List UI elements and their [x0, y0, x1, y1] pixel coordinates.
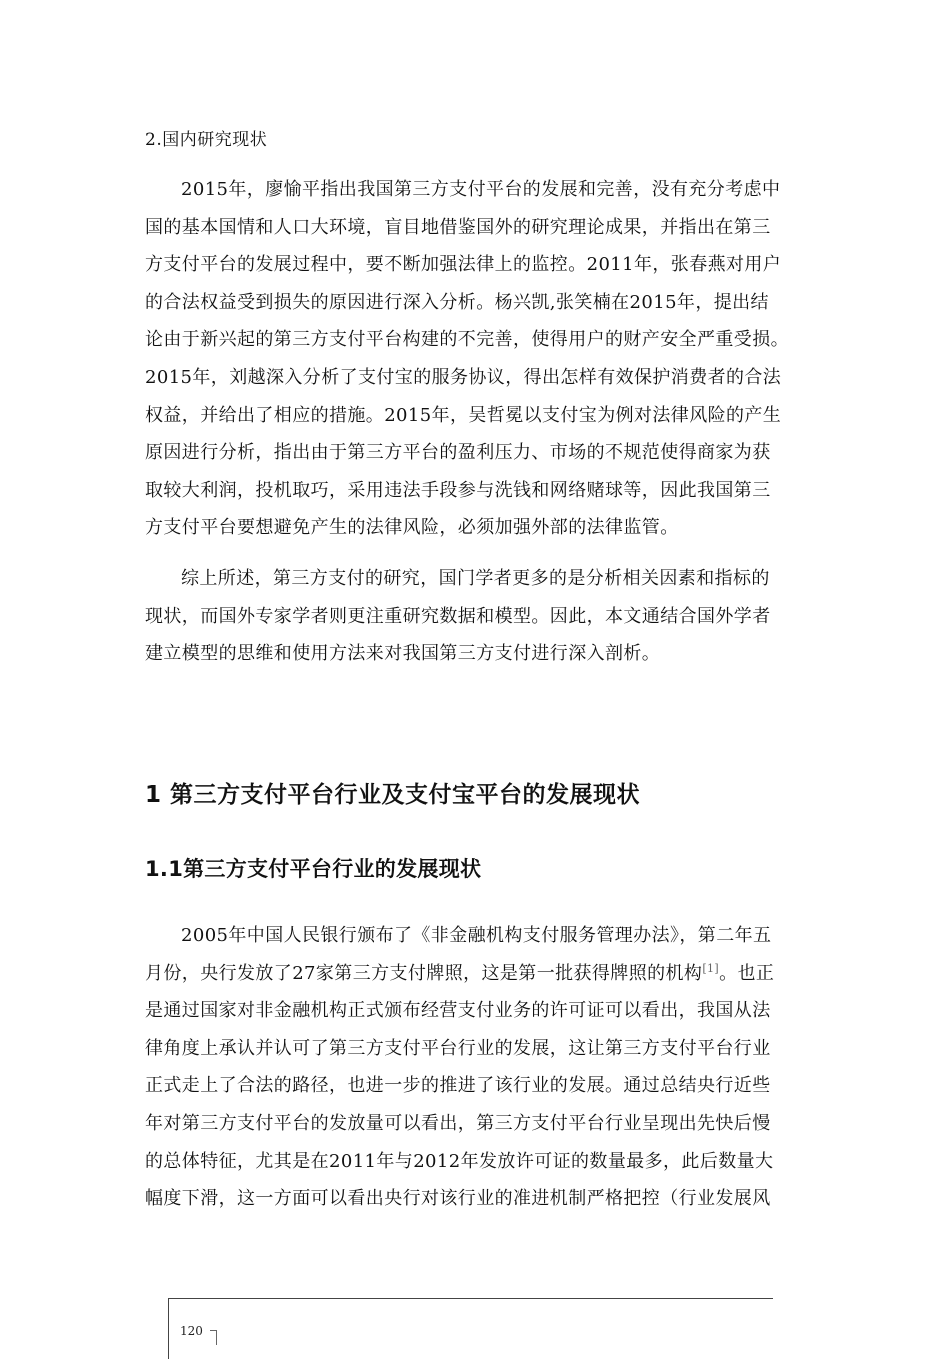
- text-line: 现状，而国外专家学者则更注重研究数据和模型。因此，本文通结合国外学者: [145, 605, 771, 627]
- text-line: 2015年，刘越深入分析了支付宝的服务协议，得出怎样有效保护消费者的合法: [145, 366, 782, 388]
- text-line: 正式走上了合法的路径，也进一步的推进了该行业的发展。通过总结央行近些: [145, 1075, 771, 1097]
- citation-link[interactable]: [1]: [702, 961, 720, 975]
- footer-frame: [168, 1298, 773, 1359]
- text-segment: 。也正: [719, 962, 775, 984]
- paragraph-summary: [145, 560, 813, 673]
- text-line: 国的基本国情和人口大环境，盲目地借鉴国外的研究理论成果，并指出在第三: [145, 216, 771, 238]
- footer-bracket: [210, 1330, 217, 1345]
- text-line-with-citation: [145, 955, 813, 993]
- text-line: 取较大利润，投机取巧，采用违法手段参与洗钱和网络赌球等，因此我国第三: [145, 479, 771, 501]
- text-line: 原因进行分析，指出由于第三方平台的盈利压力、市场的不规范使得商家为获: [145, 442, 771, 464]
- text-line: 2005年中国人民银行颁布了《非金融机构支付服务管理办法》，第二年五: [181, 925, 772, 946]
- text-line: 论由于新兴起的第三方支付平台构建的不完善，使得用户的财产安全严重受损。: [145, 329, 789, 351]
- text-line: 权益，并给出了相应的措施。2015年，吴哲冕以支付宝为例对法律风险的产生: [145, 404, 782, 426]
- text-line: 综上所述，第三方支付的研究，国门学者更多的是分析相关因素和指标的: [181, 568, 770, 589]
- section-heading: 1.1第三方支付平台行业的发展现状: [145, 857, 482, 881]
- text-segment: 月份，央行发放了27家第三方支付牌照，这是第一批获得牌照的机构: [145, 962, 703, 984]
- paragraph-domestic-research: [145, 171, 813, 547]
- text-line: 的总体特征，尤其是在2011年与2012年发放许可证的数量最多，此后数量大: [145, 1150, 774, 1172]
- section-subtitle: 2.国内研究现状: [145, 130, 268, 150]
- text-line: 是通过国家对非金融机构正式颁布经营支付业务的许可证可以看出，我国从法: [145, 1000, 771, 1022]
- text-line: 方支付平台的发展过程中，要不断加强法律上的监控。2011年，张春燕对用户: [145, 254, 782, 276]
- page-number: 120: [180, 1324, 203, 1338]
- paragraph-industry-development: [145, 917, 813, 1218]
- text-line: 的合法权益受到损失的原因进行深入分析。杨兴凯,张笑楠在2015年，提出结: [145, 291, 769, 313]
- text-line: 律角度上承认并认可了第三方支付平台行业的发展，这让第三方支付平台行业: [145, 1037, 771, 1059]
- text-line: 年对第三方支付平台的发放量可以看出，第三方支付平台行业呈现出先快后慢: [145, 1112, 771, 1134]
- chapter-heading: 1 第三方支付平台行业及支付宝平台的发展现状: [145, 782, 641, 808]
- text-line: 方支付平台要想避免产生的法律风险，必须加强外部的法律监管。: [145, 517, 679, 539]
- text-line: 2015年，廖愉平指出我国第三方支付平台的发展和完善，没有充分考虑中: [181, 179, 781, 200]
- text-line: 幅度下滑，这一方面可以看出央行对该行业的准进机制严格把控（行业发展风: [145, 1188, 771, 1210]
- text-line: 建立模型的思维和使用方法来对我国第三方支付进行深入剖析。: [145, 643, 661, 665]
